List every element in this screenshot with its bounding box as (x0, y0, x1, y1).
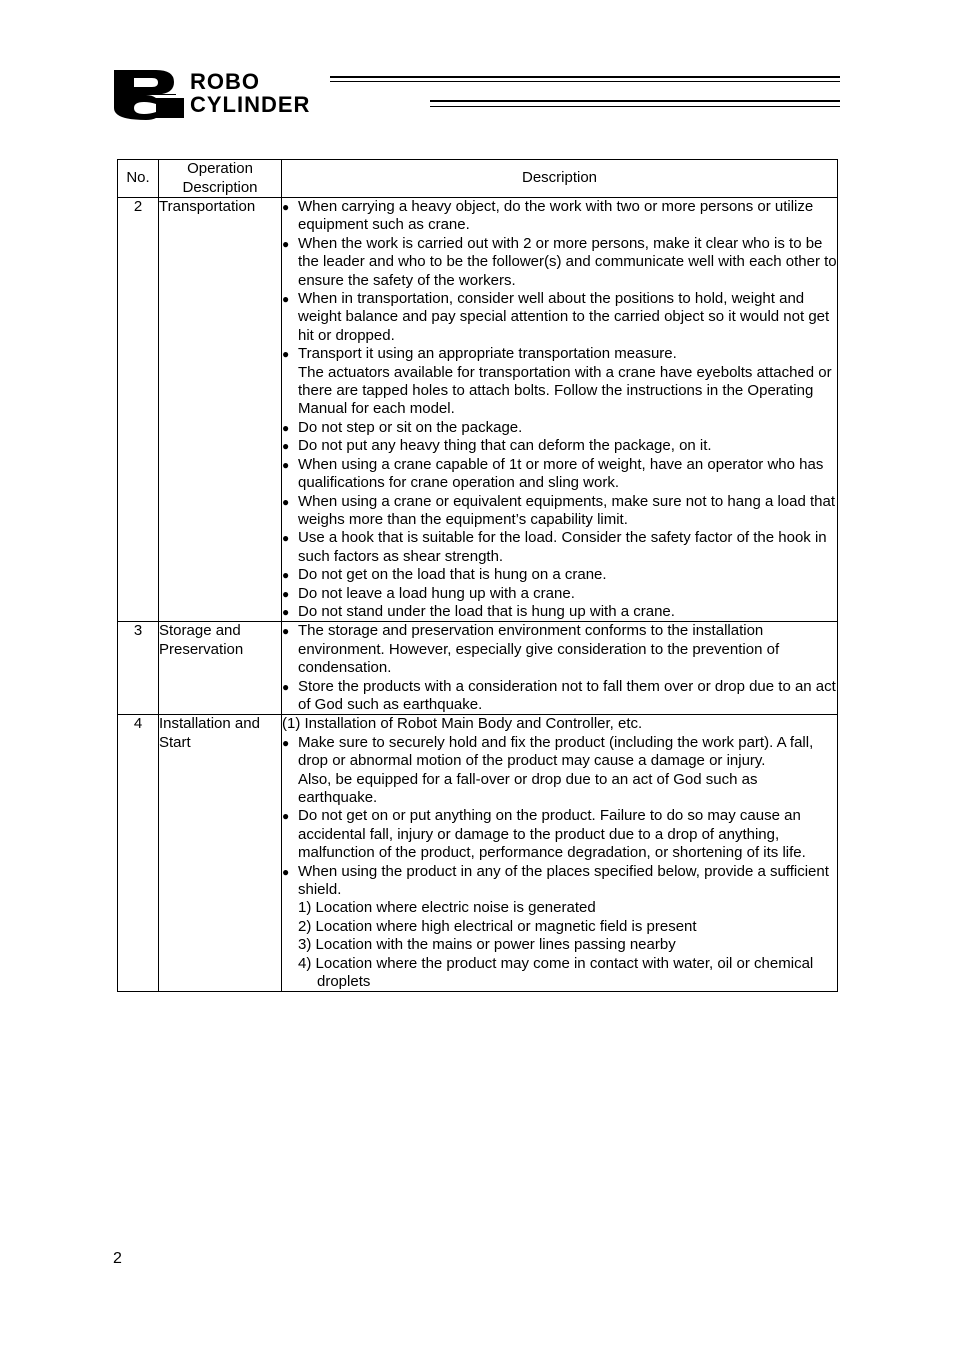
list-item (282, 345, 837, 419)
row-operation: Installation and Start (159, 715, 282, 992)
list-item: ● The storage and preservation environment conforms to the installation environment. However, especially give consideration to the prevention of condensation. (282, 622, 837, 677)
table-row (118, 622, 838, 715)
row-description (282, 715, 838, 992)
list-item: ● Use a hook that is suitable for the load. Consider the safety factor of the hook in such factors as shear strength. (282, 529, 837, 566)
list-item-text: ● Transport it using an appropriate transportation measure. (298, 345, 677, 363)
list-item: ● Store the products with a consideration not to fall them over or drop due to an act of God such as earthquake. (282, 678, 837, 715)
rc-logo-icon (112, 68, 184, 120)
list-item (282, 734, 837, 808)
section-intro: (1) Installation of Robot Main Body and Controller, etc. (282, 715, 643, 733)
header-no: No. (118, 160, 159, 198)
list-item: ● Do not get on the load that is hung on a crane. (282, 566, 837, 584)
list-item: ● When using a crane or equivalent equipments, make sure not to hang a load that weighs more than the equipment’s capability limit. (282, 493, 837, 530)
list-item: ● Do not get on or put anything on the product. Failure to do so may cause an accidental fall, injury or damage to the product due to a drop of anything, malfunction of the product, performance degradation, or shortening of its life. (282, 807, 837, 862)
list-item: ● Do not put any heavy thing that can deform the package, on it. (282, 437, 837, 455)
logo-line1: ROBO (190, 69, 260, 94)
logo-line2: CYLINDER (190, 92, 311, 117)
table-row (118, 198, 838, 622)
table-row (118, 715, 838, 992)
row-operation: Storage and Preservation (159, 622, 282, 715)
logo-rule-top-2 (330, 81, 840, 82)
header-description: Description (282, 160, 838, 198)
list-item (282, 863, 837, 992)
logo-rule-top-1 (330, 76, 840, 78)
row-operation: Transportation (159, 198, 282, 622)
list-item-continuation: The actuators available for transportation with a crane have eyebolts attached or there are tapped holes to attach bolts. Follow the instructions in the Operating Manual for each model. (298, 363, 832, 418)
list-item: ● When the work is carried out with 2 or more persons, make it clear who is to be the leader and who to be the follower(s) and communicate well with each other to ensure the safety of the workers. (282, 235, 837, 290)
list-item-text: ● Make sure to securely hold and fix the product (including the work part). A fall, drop or abnormal motion of the product may cause a damage or injury. (298, 733, 814, 770)
list-item: ● When carrying a heavy object, do the work with two or more persons or utilize equipment such as crane. (282, 198, 837, 235)
row-description (282, 622, 838, 715)
row-no: 3 (118, 622, 159, 715)
row-no: 2 (118, 198, 159, 622)
location-item: 1) Location where electric noise is generated (298, 899, 596, 917)
logo-rule-bottom-1 (430, 100, 840, 102)
logo-rule-bottom-2 (430, 106, 840, 107)
header-operation: Operation Description (159, 160, 282, 198)
logo-wordmark (190, 70, 310, 116)
list-item: ● Do not leave a load hung up with a crane. (282, 585, 837, 603)
page-number: 2 (113, 1250, 122, 1267)
list-item: ● When using a crane capable of 1t or more of weight, have an operator who has qualifications for crane operation and sling work. (282, 456, 837, 493)
operation-table (117, 159, 838, 992)
location-item: 3) Location with the mains or power lines passing nearby (298, 936, 676, 954)
list-item-text: ● When using the product in any of the places specified below, provide a sufficient shield. (298, 862, 829, 899)
list-item: ● When in transportation, consider well about the positions to hold, weight and weight balance and pay special attention to the carried object so it would not get hit or dropped. (282, 290, 837, 345)
row-no: 4 (118, 715, 159, 992)
location-item: 4) Location where the product may come in contact with water, oil or chemical droplets (298, 954, 814, 991)
list-item: ● Do not step or sit on the package. (282, 419, 837, 437)
location-item: 2) Location where high electrical or magnetic field is present (298, 917, 697, 935)
table-header-row (118, 160, 838, 198)
robo-cylinder-logo (112, 68, 842, 120)
list-item-continuation: Also, be equipped for a fall-over or drop due to an act of God such as earthquake. (298, 770, 758, 806)
row-description (282, 198, 838, 622)
list-item: ● Do not stand under the load that is hung up with a crane. (282, 603, 837, 621)
